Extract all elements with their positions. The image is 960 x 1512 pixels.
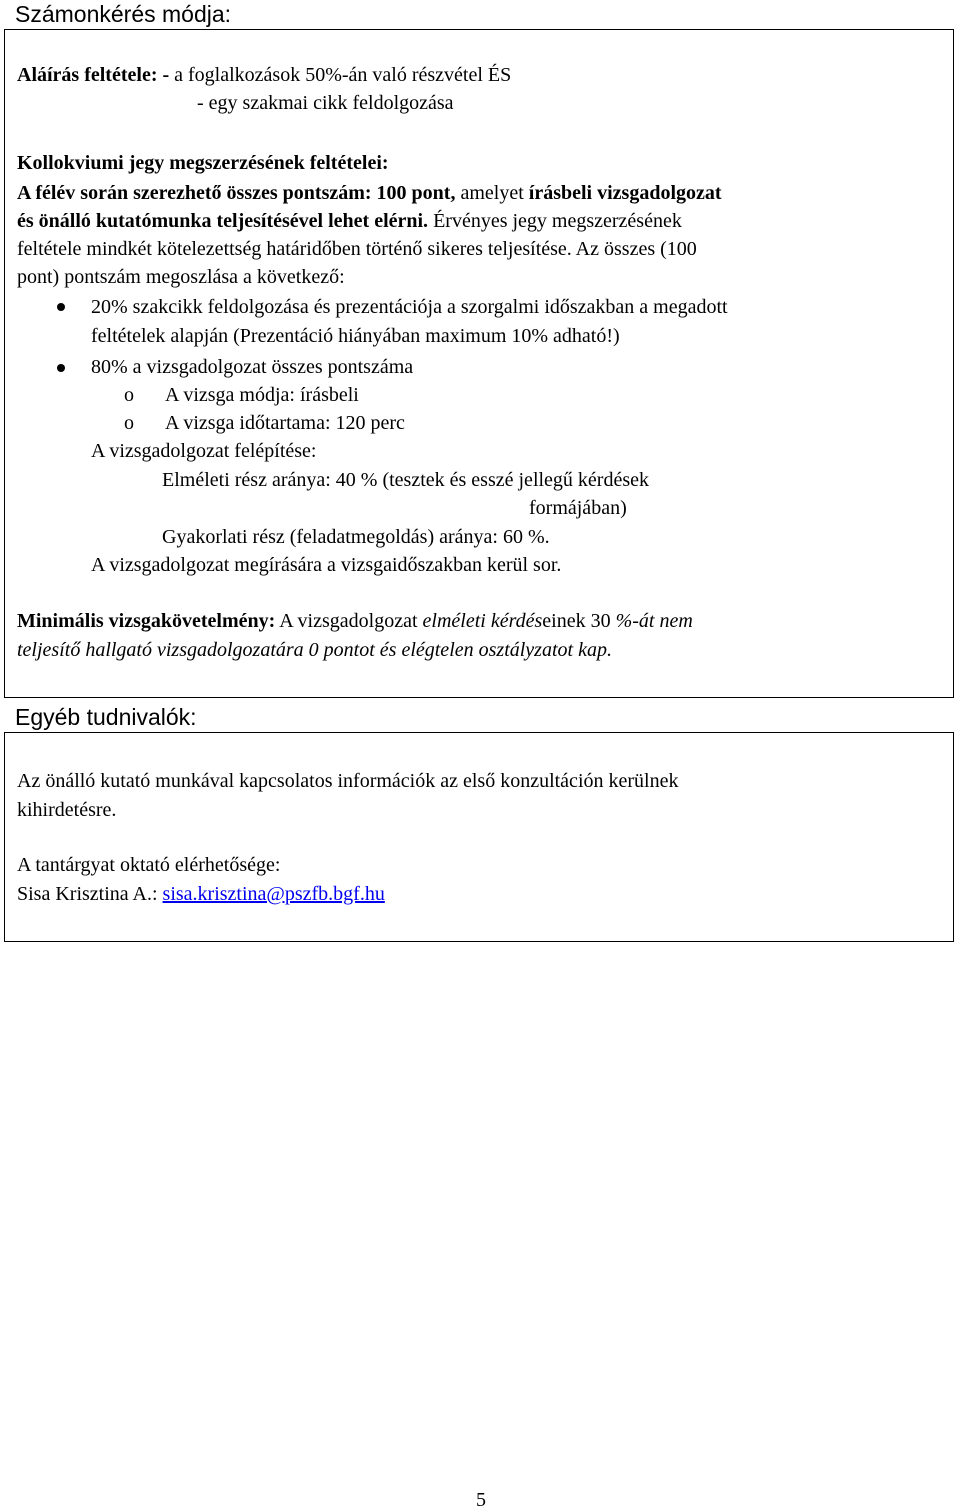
- other-info-box: [4, 732, 954, 942]
- minimum-requirement-line-1: Minimális vizsgakövetelmény: A vizsgadolgozat elméleti kérdéseinek 30 %-át nem: [17, 610, 693, 632]
- page-number: 5: [476, 1489, 486, 1511]
- sub-bullet-exam-duration: A vizsga időtartama: 120 perc: [165, 412, 405, 434]
- bullet-2: 80% a vizsgadolgozat összes pontszáma: [91, 356, 414, 378]
- minimum-requirement-line-2: teljesítő hallgató vizsgadolgozatára 0 pontot és elégtelen osztályzatot kap.: [17, 639, 612, 661]
- contact-line: Sisa Krisztina A.: sisa.krisztina@pszfb.bgf.hu: [17, 883, 385, 905]
- bullet-dot: [57, 364, 65, 372]
- section-heading-exam: Számonkérés módja:: [15, 1, 232, 27]
- info-line-2: kihirdetésre.: [17, 799, 117, 821]
- theory-line-2: formájában): [529, 497, 627, 519]
- contact-title: A tantárgyat oktató elérhetősége:: [17, 854, 281, 876]
- signature-label: Aláírás feltétele: -: [17, 64, 170, 86]
- practice-line: Gyakorlati rész (feladatmegoldás) aránya: 60 %.: [162, 526, 550, 548]
- bullet-dot: [57, 303, 65, 311]
- bullet-1-line-1: 20% szakcikk feldolgozása és prezentációja a szorgalmi időszakban a megadott: [91, 296, 728, 318]
- theory-line-1: Elméleti rész aránya: 40 % (tesztek és esszé jellegű kérdések: [162, 469, 650, 491]
- section-heading-other-info: Egyéb tudnivalók:: [15, 704, 197, 730]
- contact-email-link[interactable]: sisa.krisztina@pszfb.bgf.hu: [162, 883, 385, 905]
- exam-requirements-box: [4, 29, 954, 698]
- points-paragraph-line-4: pont) pontszám megoszlása a következő:: [17, 266, 345, 288]
- points-paragraph-line-2: és önálló kutatómunka teljesítésével lehet elérni. Érvényes jegy megszerzésének: [17, 210, 682, 232]
- signature-condition-2: - egy szakmai cikk feldolgozása: [197, 92, 454, 114]
- points-paragraph-line-1: A félév során szerezhető összes pontszám: 100 pont, amelyet írásbeli vizsgadolgozat: [17, 182, 722, 204]
- sub-bullet-marker: o: [124, 412, 134, 434]
- sub-bullet-marker: o: [124, 384, 134, 406]
- points-paragraph-line-3: feltétele mindkét kötelezettség határidőben történő sikeres teljesítése. Az összes (100: [17, 238, 697, 260]
- signature-line: Aláírás feltétele: - a foglalkozások 50%-án való részvétel ÉS: [17, 64, 512, 86]
- structure-title: A vizsgadolgozat felépítése:: [91, 440, 317, 462]
- bullet-1-line-2: feltételek alapján (Prezentáció hiányában maximum 10% adható!): [91, 325, 620, 347]
- colloquium-title: Kollokviumi jegy megszerzésének feltételei:: [17, 152, 389, 174]
- exam-time-line: A vizsgadolgozat megírására a vizsgaidőszakban kerül sor.: [91, 554, 562, 576]
- sub-bullet-exam-type: A vizsga módja: írásbeli: [165, 384, 359, 406]
- info-line-1: Az önálló kutató munkával kapcsolatos információk az első konzultáción kerülnek: [17, 770, 679, 792]
